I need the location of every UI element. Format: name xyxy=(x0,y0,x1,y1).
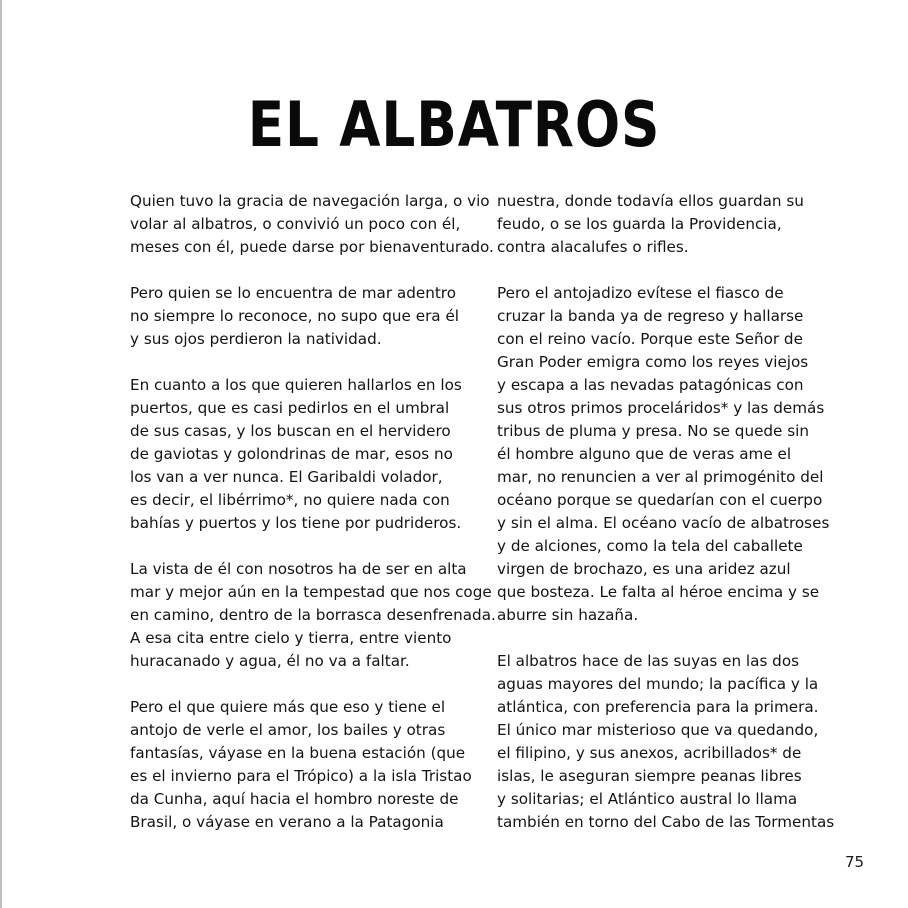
text-line: Quien tuvo la gracia de navegación larga, o vio xyxy=(130,192,490,210)
text-line: atlántica, con preferencia para la primera. xyxy=(497,698,819,716)
paragraph xyxy=(130,696,482,834)
text-line: sus otros primos proceláridos* y las demás xyxy=(497,399,825,417)
text-line: nuestra, donde todavía ellos guardan su xyxy=(497,192,804,210)
text-line: en camino, dentro de la borrasca desenfrenada. xyxy=(130,606,496,624)
text-line: y escapa a las nevadas patagónicas con xyxy=(497,376,804,394)
text-line: puertos, que es casi pedirlos en el umbral xyxy=(130,399,450,417)
text-line: con el reino vacío. Porque este Señor de xyxy=(497,330,803,348)
text-line: Gran Poder emigra como los reyes viejos xyxy=(497,353,809,371)
page-title: EL ALBATROS xyxy=(247,88,661,161)
text-line: volar al albatros, o convivió un poco con él, xyxy=(130,215,461,233)
text-line: mar y mejor aún en la tempestad que nos coge xyxy=(130,583,492,601)
text-line: Pero el que quiere más que eso y tiene el xyxy=(130,698,446,716)
paragraph xyxy=(497,650,849,834)
text-line: meses con él, puede darse por bienaventurado. xyxy=(130,238,494,256)
text-line: también en torno del Cabo de las Tormentas xyxy=(497,813,835,831)
text-line: aguas mayores del mundo; la pacífica y la xyxy=(497,675,819,693)
paragraph xyxy=(497,282,849,627)
text-line: el filipino, y sus anexos, acribillados* de xyxy=(497,744,802,762)
text-line: y sin el alma. El océano vacío de albatroses xyxy=(497,514,830,532)
page-number: 75 xyxy=(845,853,865,871)
page-left-edge xyxy=(0,0,2,908)
text-line: océano porque se quedarían con el cuerpo xyxy=(497,491,823,509)
text-line: es decir, el libérrimo*, no quiere nada con xyxy=(130,491,450,509)
text-line: de sus casas, y los buscan en el hervidero xyxy=(130,422,451,440)
text-line: cruzar la banda ya de regreso y hallarse xyxy=(497,307,804,325)
text-line: Pero quien se lo encuentra de mar adentro xyxy=(130,284,457,302)
text-line: es el invierno para el Trópico) a la isla Tristao xyxy=(130,767,472,785)
text-line: y sus ojos perdieron la natividad. xyxy=(130,330,382,348)
text-line: virgen de brochazo, es una aridez azul xyxy=(497,560,791,578)
paragraph xyxy=(497,190,849,259)
text-line: islas, le aseguran siempre peanas libres xyxy=(497,767,802,785)
text-line: da Cunha, aquí hacia el hombro noreste de xyxy=(130,790,459,808)
text-line: antojo de verle el amor, los bailes y otras xyxy=(130,721,446,739)
text-line: bahías y puertos y los tiene por pudrideros. xyxy=(130,514,462,532)
text-line: Pero el antojadizo evítese el fiasco de xyxy=(497,284,784,302)
text-line: tribus de pluma y presa. No se quede sin xyxy=(497,422,809,440)
text-line: feudo, o se los guarda la Providencia, xyxy=(497,215,782,233)
text-line: En cuanto a los que quieren hallarlos en los xyxy=(130,376,462,394)
paragraph xyxy=(130,374,482,535)
text-line: aburre sin hazaña. xyxy=(497,606,639,624)
text-line: y de alciones, como la tela del caballete xyxy=(497,537,803,555)
text-line: no siempre lo reconoce, no supo que era él xyxy=(130,307,460,325)
text-line: de gaviotas y golondrinas de mar, esos no xyxy=(130,445,453,463)
paragraph xyxy=(130,558,496,673)
left-column xyxy=(130,190,496,857)
text-line: y solitarias; el Atlántico austral lo llama xyxy=(497,790,798,808)
text-line: mar, no renuncien a ver al primogénito del xyxy=(497,468,824,486)
text-line: él hombre alguno que de veras ame el xyxy=(497,445,792,463)
paragraph xyxy=(130,190,494,259)
text-line: los van a ver nunca. El Garibaldi volador, xyxy=(130,468,443,486)
right-column xyxy=(497,190,849,857)
text-line: El albatros hace de las suyas en las dos xyxy=(497,652,800,670)
text-line: huracanado y agua, él no va a faltar. xyxy=(130,652,410,670)
text-line: A esa cita entre cielo y tierra, entre viento xyxy=(130,629,452,647)
text-line: La vista de él con nosotros ha de ser en alta xyxy=(130,560,467,578)
text-line: que bosteza. Le falta al héroe encima y se xyxy=(497,583,820,601)
text-line: contra alacalufes o rifles. xyxy=(497,238,689,256)
text-line: Brasil, o váyase en verano a la Patagonia xyxy=(130,813,444,831)
paragraph xyxy=(130,282,482,351)
text-line: El único mar misterioso que va quedando, xyxy=(497,721,819,739)
text-line: fantasías, váyase en la buena estación (que xyxy=(130,744,466,762)
